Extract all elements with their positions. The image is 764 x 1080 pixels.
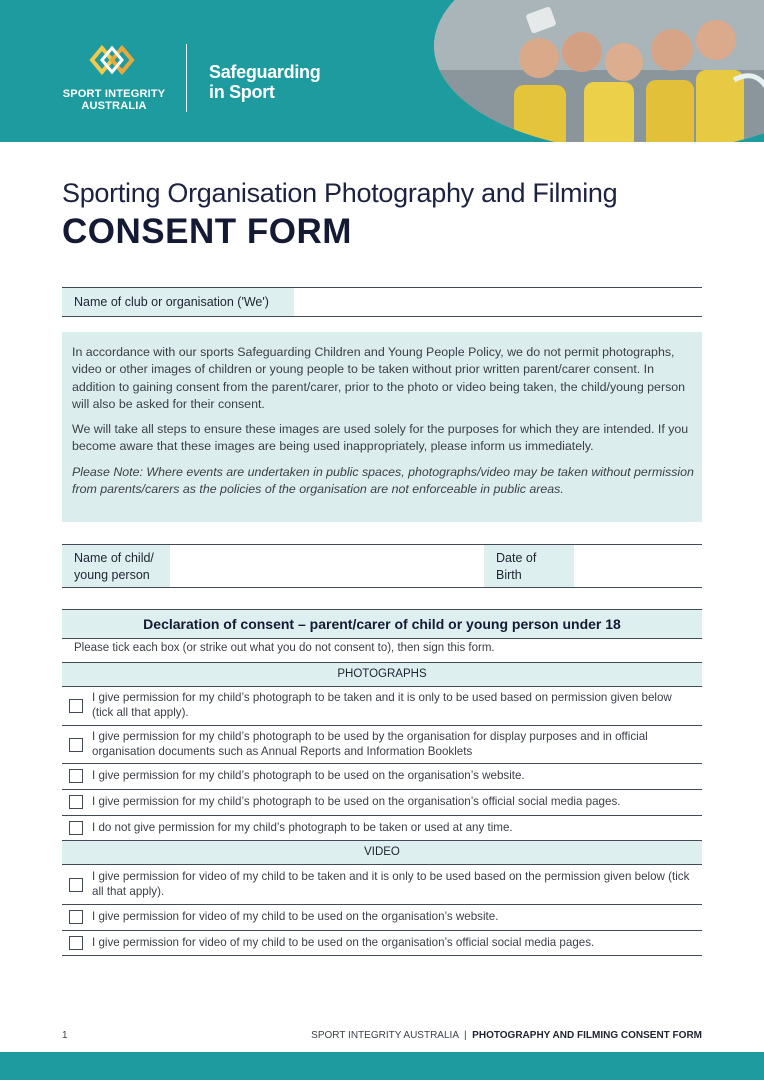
- logo-divider: [186, 44, 187, 112]
- club-row-bottom-border: [62, 316, 702, 317]
- footer-label: [311, 1030, 702, 1041]
- child-row-bottom-border: [62, 587, 702, 588]
- photo-consent-text: I give permission for my child’s photograph to be used by the organisation for display purposes and in official organisation documents such as Annual Reports and Information Booklets: [92, 730, 648, 758]
- policy-paragraph: In accordance with our sports Safeguarding Children and Young People Policy, we do not permit photographs, video or other images of children or young people to be taken without prior written parent/carer consent. In addition to gaining consent from the parent/carer, prior to the photo or video being taken, the child/young person will also be asked for their consent.: [72, 345, 686, 411]
- club-name-label: Name of club or organisation ('We'): [62, 288, 294, 316]
- photo-consent-text: I do not give permission for my child’s photograph to be taken or used at any time.: [92, 821, 513, 834]
- photo-consent-checkbox-1[interactable]: [69, 699, 83, 713]
- photo-consent-item: [62, 815, 702, 840]
- photo-consent-checkbox-2[interactable]: [69, 738, 83, 752]
- video-consent-item: [62, 930, 702, 956]
- video-consent-text: I give permission for video of my child to be used on the organisation’s website.: [92, 910, 499, 923]
- sport-integrity-logo-icon: [88, 40, 136, 80]
- photo-consent-checkbox-3[interactable]: [69, 769, 83, 783]
- date-of-birth-field[interactable]: [576, 545, 702, 587]
- header-band: [0, 0, 764, 142]
- children-group-photo-icon: [434, 0, 764, 142]
- photographs-section-heading: PHOTOGRAPHS: [62, 662, 702, 686]
- footer-band: [0, 1052, 764, 1080]
- club-name-field[interactable]: [296, 288, 702, 316]
- page-number: 1: [62, 1030, 68, 1041]
- photo-consent-item: [62, 789, 702, 815]
- video-consent-checkbox-1[interactable]: [69, 878, 83, 892]
- photo-consent-item: [62, 686, 702, 725]
- photo-consent-item: [62, 725, 702, 763]
- footer-doc-title: PHOTOGRAPHY AND FILMING CONSENT FORM: [472, 1030, 702, 1041]
- policy-info-box: [62, 332, 702, 522]
- footer-org: SPORT INTEGRITY AUSTRALIA: [311, 1030, 459, 1041]
- video-consent-text: I give permission for video of my child to be taken and it is only to be used based on the permission given below (tick all that apply).: [92, 870, 690, 898]
- date-of-birth-label: Date of Birth: [484, 545, 574, 587]
- safeguarding-in-sport-logo: Safeguarding in Sport: [209, 62, 321, 102]
- footer-separator: |: [464, 1030, 467, 1041]
- video-consent-item: [62, 864, 702, 904]
- photo-consent-text: I give permission for my child’s photograph to be used on the organisation’s website.: [92, 769, 525, 782]
- child-name-field[interactable]: [170, 545, 482, 587]
- photo-consent-checkbox-4[interactable]: [69, 795, 83, 809]
- form-title: CONSENT FORM: [62, 212, 352, 251]
- child-name-label: Name of child/ young person: [62, 545, 170, 587]
- photo-consent-text: I give permission for my child’s photograph to be used on the organisation’s official social media pages.: [92, 795, 621, 808]
- video-consent-checkbox-3[interactable]: [69, 936, 83, 950]
- video-section-heading: VIDEO: [62, 840, 702, 864]
- declaration-heading: Declaration of consent – parent/carer of child or young person under 18: [62, 609, 702, 639]
- video-consent-item: [62, 904, 702, 930]
- header-photo: [434, 0, 764, 142]
- photo-consent-item: [62, 763, 702, 789]
- video-consent-checkbox-2[interactable]: [69, 910, 83, 924]
- public-spaces-note: Please Note: Where events are undertaken in public spaces, photographs/video may be taken without permission from parents/carers as the policies of the organisation are not enforceable in public areas.: [72, 465, 694, 497]
- photo-consent-checkbox-5[interactable]: [69, 821, 83, 835]
- form-subtitle: Sporting Organisation Photography and Filming: [62, 178, 618, 208]
- photo-consent-text: I give permission for my child’s photograph to be taken and it is only to be used based on permission given below (tick all that apply).: [92, 691, 672, 719]
- org-logo-text: SPORT INTEGRITY AUSTRALIA: [62, 88, 166, 112]
- declaration-instruction: Please tick each box (or strike out what you do not consent to), then sign this form.: [74, 642, 495, 654]
- video-consent-text: I give permission for video of my child to be used on the organisation’s official social media pages.: [92, 936, 595, 949]
- inappropriate-use-paragraph: We will take all steps to ensure these images are used solely for the purposes for which they are intended. If you become aware that these images are being used inappropriately, please inform us immediately.: [72, 422, 689, 454]
